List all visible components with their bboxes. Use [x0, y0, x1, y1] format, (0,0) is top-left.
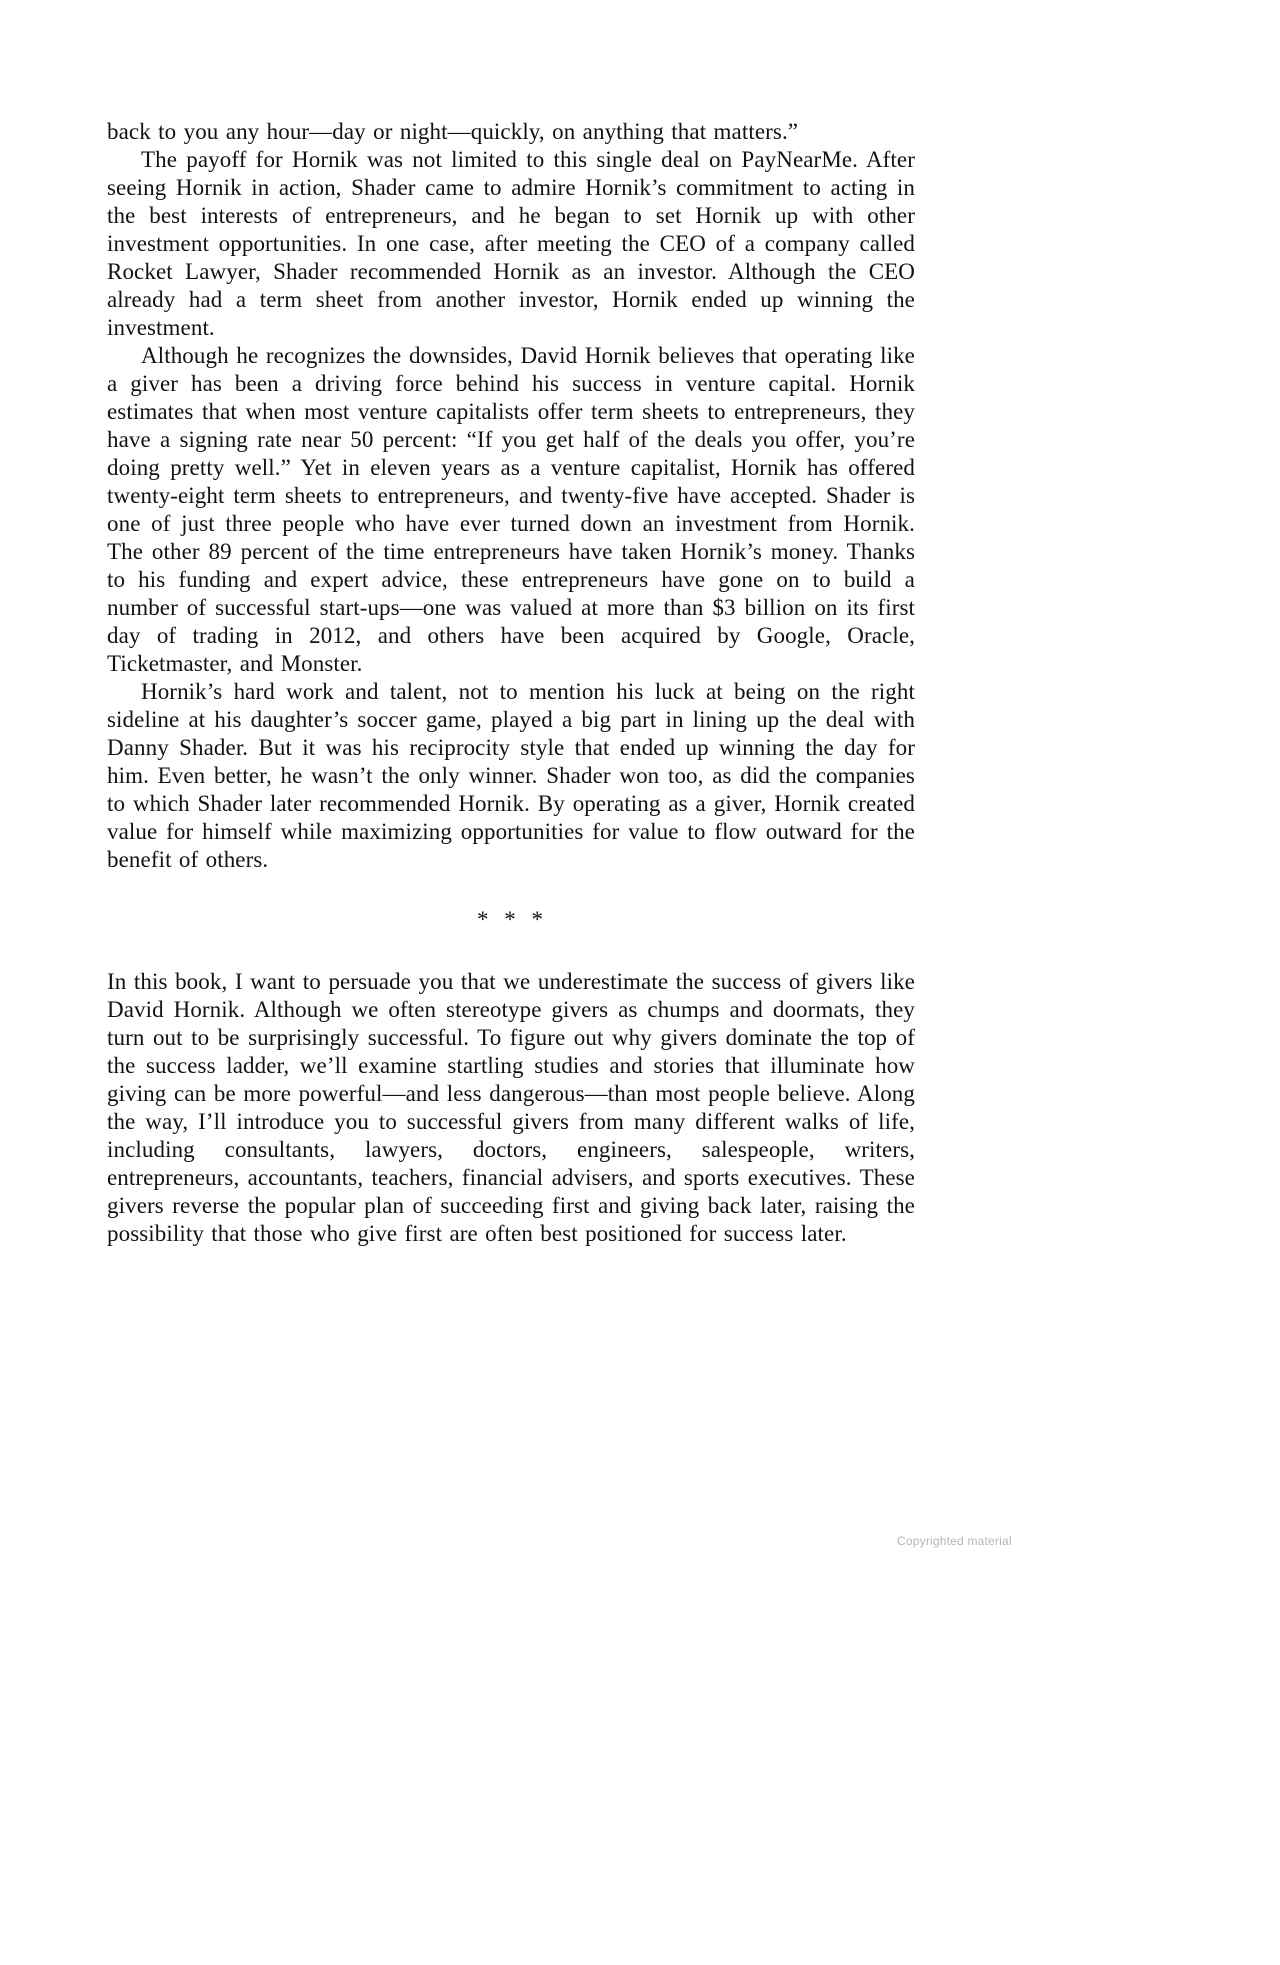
paragraph-downsides: Although he recognizes the downsides, David Hornik believes that operating like a giver has been a driving force behind his success in venture capital. Hornik estimates that when most venture capitalists offer term sheets to entrepreneurs, they have a signing rate near 50 percent: “If you get half of the deals you offer, you’re doing pretty well.” Yet in eleven years as a venture capitalist, Hornik has offered twenty-eight term sheets to entrepreneurs, and twenty-five have accepted. Shader is one of just three people who have ever turned down an investment from Hornik. The other 89 percent of the time entrepreneurs have taken Hornik’s money. Thanks to his funding and expert advice, these entrepreneurs have gone on to build a number of successful start-ups—one was valued at more than $3 billion on its first day of trading in 2012, and others have been acquired by Google, Oracle, Ticketmaster, and Monster. — [107, 343, 915, 676]
paragraph-in-this-book: In this book, I want to persuade you that we underestimate the success of givers like David Hornik. Although we often stereotype givers as chumps and doormats, they turn out to be surprisingly successful. To figure out why givers dominate the top of the success ladder, we’ll examine startling studies and stories that illuminate how giving can be more powerful—and less dangerous—than most people believe. Along the way, I’ll introduce you to successful givers from many different walks of life, including consultants, lawyers, doctors, engineers, salespeople, writers, entrepreneurs, accountants, teachers, financial advisers, and sports executives. These givers reverse the popular plan of succeeding first and giving back later, raising the possibility that those who give first are often best positioned for success later. — [107, 969, 915, 1246]
page-text — [107, 118, 915, 1248]
copyright-notice: Copyrighted material — [897, 1534, 1012, 1548]
section-break-separator: * * * — [477, 907, 545, 932]
paragraph-payoff: The payoff for Hornik was not limited to this single deal on PayNearMe. After seeing Hornik in action, Shader came to admire Hornik’s commitment to acting in the best interests of entrepreneurs, and he began to set Hornik up with other investment opportunities. In one case, after meeting the CEO of a company called Rocket Lawyer, Shader recommended Hornik as an investor. Although the CEO already had a term sheet from another investor, Hornik ended up winning the investment. — [107, 147, 915, 340]
paragraph-continuation: back to you any hour—day or night—quickly, on anything that matters.” — [107, 119, 799, 144]
paragraph-hard-work: Hornik’s hard work and talent, not to mention his luck at being on the right sideline at his daughter’s soccer game, played a big part in lining up the deal with Danny Shader. But it was his reciprocity style that ended up winning the day for him. Even better, he wasn’t the only winner. Shader won too, as did the companies to which Shader later recommended Hornik. By operating as a giver, Hornik created value for himself while maximizing opportunities for value to flow outward for the benefit of others. — [107, 679, 915, 872]
